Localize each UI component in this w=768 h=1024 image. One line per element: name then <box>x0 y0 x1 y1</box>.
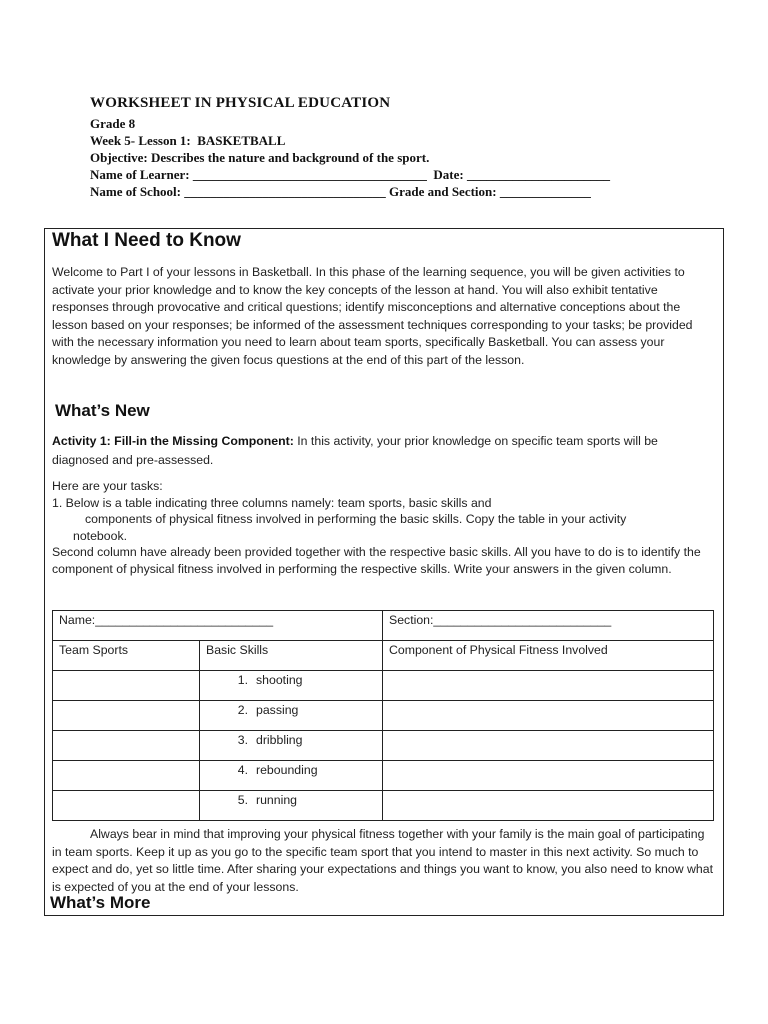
tasks-intro: Here are your tasks: <box>52 479 163 493</box>
task-1-line: 1. Below is a table indicating three columns namely: team sports, basic skills and <box>52 495 492 510</box>
skill-number: 1. <box>237 673 248 687</box>
skill-label: passing <box>256 703 299 717</box>
name-cell: Name:__________________________ <box>53 611 383 641</box>
skill-label: dribbling <box>256 733 303 747</box>
table-header-row <box>53 641 714 671</box>
week-line: Week 5- Lesson 1: BASKETBALL <box>90 133 286 148</box>
table-row <box>53 731 714 761</box>
instructions-paragraph: Second column have already been provided together with the respective basic skills. All you have to do is to identify the component of physical fitness involved in performing the respective skills. Write your answers in the given column. <box>52 545 701 576</box>
skill-number: 3. <box>237 733 248 747</box>
learner-date-line: Name of Learner: ____________________________________ Date: ______________________ <box>90 167 610 182</box>
skill-label: shooting <box>256 673 303 687</box>
what-i-need-to-know-heading: What I Need to Know <box>52 230 241 251</box>
fitness-components-table <box>52 610 714 821</box>
answer-cell <box>383 671 714 701</box>
objective-text: Describes the nature and background of the sport. <box>147 150 430 165</box>
header-component: Component of Physical Fitness Involved <box>383 641 714 671</box>
activity-paragraph <box>52 432 717 470</box>
intro-paragraph: Welcome to Part I of your lessons in Basketball. In this phase of the learning sequence, you will be given activities to activate your prior knowledge and to know the key concepts of the lesson at hand. You will also exhibit tentative responses through provocative and critical questions; identify misconceptions and alternative conceptions about the lesson based on your responses; be informed of the assessment techniques corresponding to your tasks; be provided with the necessary information you need to learn about team sports, specifically Basketball. You can assess your knowledge by answering the given focus questions at the end of this part of the lesson. <box>52 265 693 367</box>
task-1-end: notebook. <box>73 528 128 543</box>
header-basic-skills: Basic Skills <box>200 641 383 671</box>
table-row <box>53 701 714 731</box>
whats-more-heading: What’s More <box>50 893 151 912</box>
grade-line: Grade 8 <box>90 116 136 131</box>
skill-cell <box>200 701 383 731</box>
team-sport-cell <box>53 791 200 821</box>
tasks-block <box>52 478 717 577</box>
activity-text: In this activity, your prior knowledge on specific team sports will be diagnosed and pre-assessed. <box>52 434 658 467</box>
skill-label: running <box>256 793 298 807</box>
header-team-sports: Team Sports <box>53 641 200 671</box>
skill-cell <box>200 791 383 821</box>
skill-cell <box>200 761 383 791</box>
table-row <box>53 611 714 641</box>
task-1-continuation: components of physical fitness involved in performing the basic skills. Copy the table in your activity <box>85 512 627 526</box>
objective-label: Objective: <box>90 150 148 165</box>
whats-new-heading: What’s New <box>55 401 150 420</box>
answer-cell <box>383 701 714 731</box>
section-cell: Section:__________________________ <box>383 611 714 641</box>
table-row <box>53 761 714 791</box>
team-sport-cell <box>53 671 200 701</box>
closing-paragraph: Always bear in mind that improving your physical fitness together with your family is the main goal of participating in team sports. Keep it up as you go to the specific team sport that you intend to master in this next activity. So much to expect and do, yet so little time. After sharing your expectations and things you want to know, you also need to know what is expected of you at the end of your lessons. <box>52 827 714 894</box>
activity-label: Activity 1: Fill-in the Missing Component: <box>52 434 294 448</box>
worksheet-header <box>90 95 730 200</box>
skill-number: 4. <box>237 763 248 777</box>
answer-cell <box>383 791 714 821</box>
objective-line <box>90 149 730 166</box>
skill-number: 2. <box>237 703 248 717</box>
answer-cell <box>383 761 714 791</box>
team-sport-cell <box>53 761 200 791</box>
worksheet-title: WORKSHEET IN PHYSICAL EDUCATION <box>90 95 391 111</box>
skill-number: 5. <box>237 793 248 807</box>
answer-cell <box>383 731 714 761</box>
skill-cell <box>200 731 383 761</box>
skill-label: rebounding <box>256 763 318 777</box>
table-row <box>53 791 714 821</box>
team-sport-cell <box>53 731 200 761</box>
school-grade-line: Name of School: _______________________________ Grade and Section: ______________ <box>90 184 591 199</box>
table-row <box>53 671 714 701</box>
team-sport-cell <box>53 701 200 731</box>
skill-cell <box>200 671 383 701</box>
